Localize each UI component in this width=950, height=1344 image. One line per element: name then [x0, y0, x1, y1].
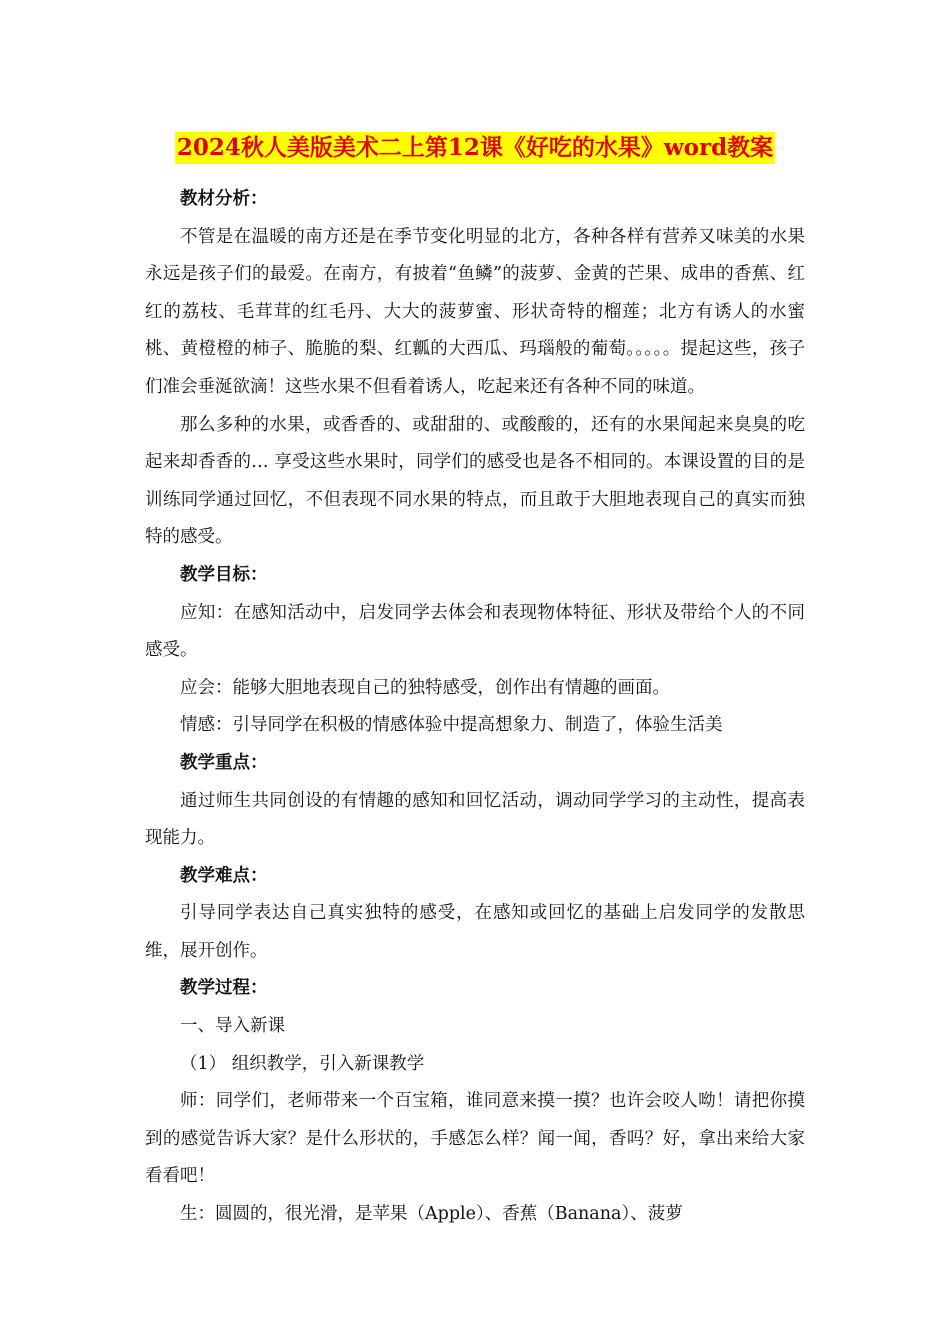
paragraph-analysis-1: 不管是在温暖的南方还是在季节变化明显的北方，各种各样有营养又味美的水果永远是孩子们的最爱。在南方，有披着“鱼鳞”的菠萝、金黄的芒果、成串的香蕉、红红的荔枝、毛茸茸的红毛丹、大大的菠萝蜜、形状奇特的榴莲；北方有诱人的水蜜桃、黄橙橙的柿子、脆脆的梨、红瓤的大西瓜、玛瑙般的葡萄。。。。。提起这些，孩子们准会垂涎欲滴！这些水果不但看着诱人，吃起来还有各种不同的味道。 — [145, 226, 805, 397]
paragraph-goal-know: 应知：在感知活动中，启发同学去体会和表现物体特征、形状及带给个人的不同感受。 — [145, 602, 805, 661]
paragraph-process-step-1: 一、导入新课 — [180, 1016, 285, 1037]
document-body — [145, 181, 805, 1234]
heading-difficulties: 教学难点： — [180, 865, 268, 886]
heading-process: 教学过程： — [180, 978, 268, 999]
paragraph-process-step-1-1: （1） 组织教学，引入新课教学 — [180, 1053, 425, 1074]
heading-key-points: 教学重点： — [180, 752, 268, 773]
paragraph-difficulties: 引导同学表达自己真实独特的感受，在感知或回忆的基础上启发同学的发散思维，展开创作。 — [145, 903, 805, 961]
document-title: 2024秋人美版美术二上第12课《好吃的水果》word教案 — [175, 132, 775, 164]
paragraph-student-line: 生：圆圆的，很光滑，是苹果（Apple）、香蕉（Banana）、菠萝 — [180, 1204, 683, 1225]
paragraph-goal-emotion: 情感：引导同学在积极的情感体验中提高想象力、制造了，体验生活美 — [180, 715, 723, 736]
title-container — [0, 132, 950, 164]
heading-goals: 教学目标： — [180, 564, 268, 585]
paragraph-teacher-line: 师：同学们，老师带来一个百宝箱，谁同意来摸一摸？也许会咬人呦！请把你摸到的感觉告诉大家？是什么形状的，手感怎么样？闻一闻，香吗？好，拿出来给大家看看吧！ — [145, 1091, 805, 1187]
paragraph-key-points: 通过师生共同创设的有情趣的感知和回忆活动，调动同学学习的主动性，提高表现能力。 — [145, 790, 805, 849]
heading-analysis: 教材分析： — [180, 189, 268, 209]
paragraph-analysis-2: 那么多种的水果，或香香的、或甜甜的、或酸酸的，还有的水果闻起来臭臭的吃起来却香香的… 享受这些水果时，同学们的感受也是各不相同的。本课设置的目的是训练同学通过回忆，不但表现不同水果的特点，而且敢于大胆地表现自己的真实而独特的感受。 — [145, 414, 805, 548]
paragraph-goal-can: 应会：能够大胆地表现自己的独特感受，创作出有情趣的画面。 — [180, 677, 670, 698]
